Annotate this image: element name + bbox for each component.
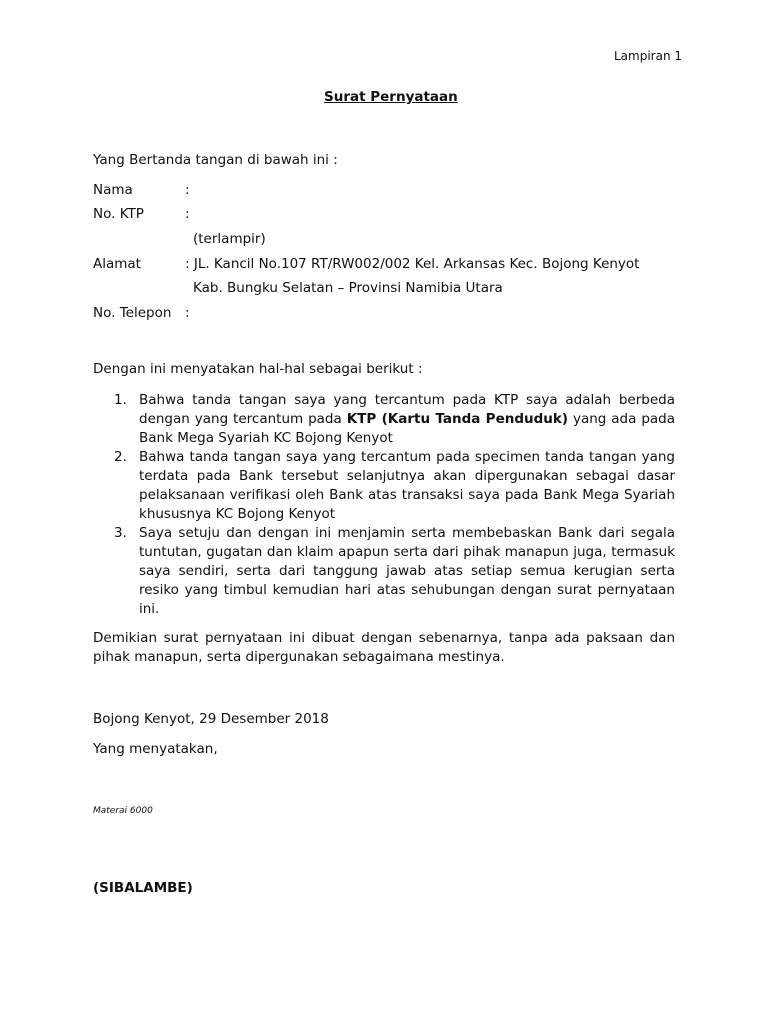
statement-number: 3. (114, 525, 127, 541)
intro-text: Yang Bertanda tangan di bawah ini : (93, 152, 338, 168)
statement-item (114, 524, 675, 619)
signer-name: (SIBALAMBE) (93, 880, 193, 896)
signatory-label: Yang menyatakan, (93, 741, 218, 757)
statement-bold-term: KTP (Kartu Tanda Penduduk) (346, 411, 569, 427)
telepon-colon: : (185, 305, 190, 321)
statement-text: Bahwa tanda tangan saya yang tercantum pada specimen tanda tangan yang terdata pada Bank tersebut selanjutnya akan dipergunakan sebagai dasar pelaksanaan verifikasi oleh Bank atas transaksi saya pada Bank Mega Syariah khususnya KC Bojong Kenyot (139, 449, 675, 522)
closing-paragraph: Demikian surat pernyataan ini dibuat dengan sebenarnya, tanpa ada paksaan dan pihak manapun, serta dipergunakan sebagaimana mestinya. (93, 630, 675, 665)
statement-text-after: yang ada pada Bank Mega Syariah KC Bojong Kenyot (139, 411, 676, 446)
ktp-label: No. KTP (93, 206, 144, 222)
statement-number: 1. (114, 392, 127, 408)
statement-text-before: Bahwa tanda tangan saya yang tercantum pada KTP saya adalah berbeda dengan yang tercantum pada (139, 392, 675, 427)
statement-text: Saya setuju dan dengan ini menjamin serta membebaskan Bank dari segala tuntutan, gugatan dan klaim apapun serta dari pihak manapun juga, termasuk saya sendiri, serta dari tanggung jawab atas setiap semua kerugian serta resiko yang timbul kemudian hari atas sehubungan dengan surat pernyataan ini. (139, 525, 675, 617)
alamat-label: Alamat (93, 256, 141, 272)
ktp-note: (terlampir) (193, 231, 266, 247)
statement-item (114, 448, 675, 524)
place-date: Bojong Kenyot, 29 Desember 2018 (93, 711, 329, 727)
ktp-colon: : (185, 206, 190, 222)
attachment-label: Lampiran 1 (614, 49, 683, 63)
statement-list (114, 391, 676, 619)
stamp-note: Materai 6000 (93, 806, 153, 816)
declaration-intro: Dengan ini menyatakan hal-hal sebagai berikut : (93, 361, 423, 377)
nama-label: Nama (93, 182, 133, 198)
nama-colon: : (185, 182, 190, 198)
alamat-line-2: Kab. Bungku Selatan – Provinsi Namibia Utara (193, 280, 503, 296)
statement-number: 2. (114, 449, 127, 465)
alamat-line-1: : JL. Kancil No.107 RT/RW002/002 Kel. Arkansas Kec. Bojong Kenyot (185, 256, 640, 272)
telepon-label: No. Telepon (93, 305, 172, 321)
statement-item (114, 391, 676, 448)
document-title: Surat Pernyataan (324, 89, 458, 105)
